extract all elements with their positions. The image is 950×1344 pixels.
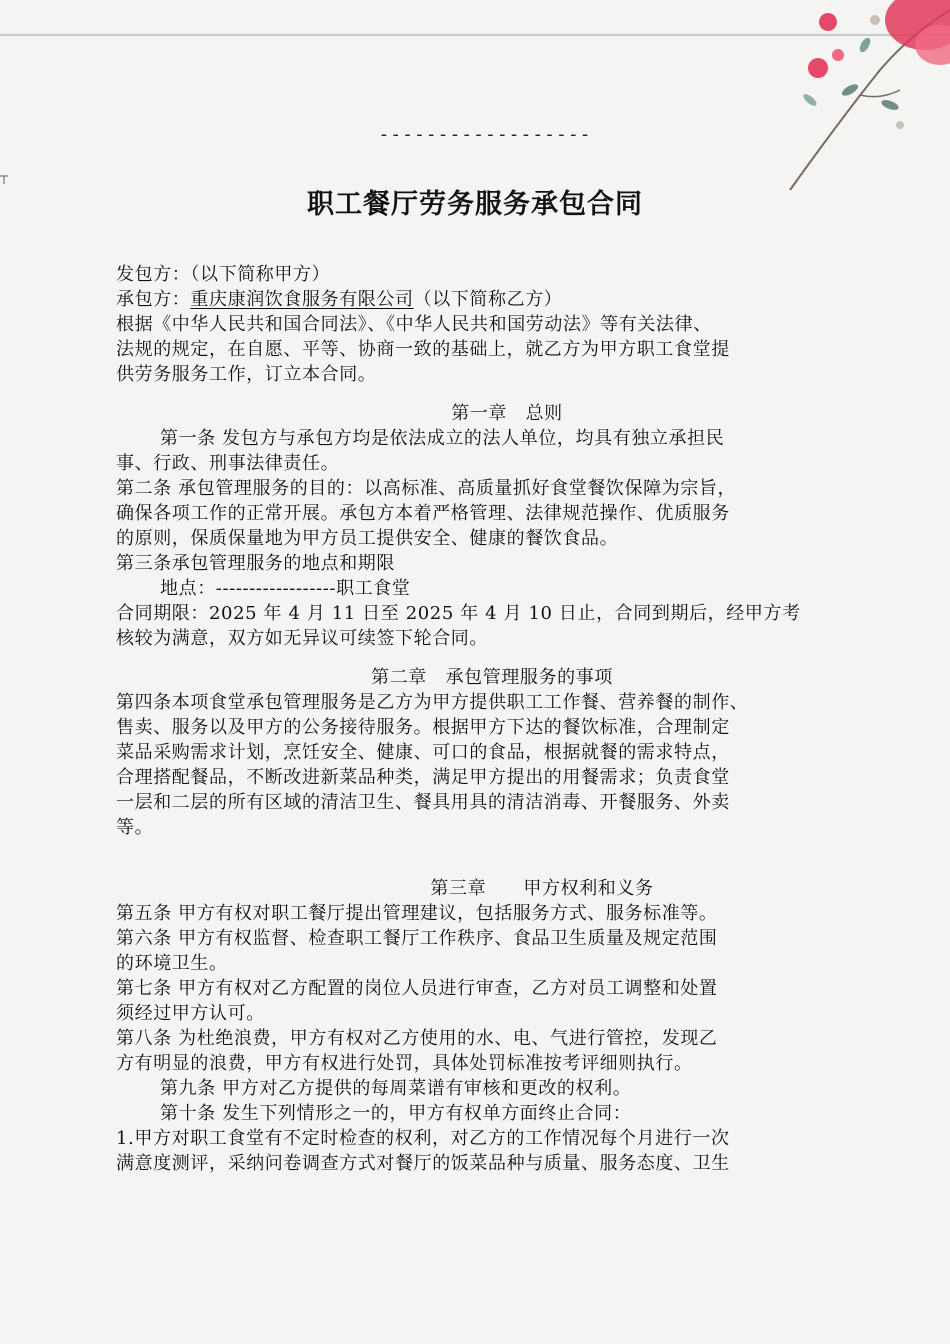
- preamble-line: 法规的规定，在自愿、平等、协商一致的基础上，就乙方为甲方职工食堂提: [116, 339, 730, 360]
- article-line: 第六条 甲方有权监督、检查职工餐厅工作秩序、食品卫生质量及规定范围: [116, 928, 718, 949]
- article-line: 方有明显的浪费，甲方有权进行处罚，具体处罚标准按考评细则执行。: [116, 1053, 693, 1074]
- chapter-3-heading: 第三章 甲方权利和义务: [430, 878, 654, 899]
- article-line: 一层和二层的所有区域的清洁卫生、餐具用具的清洁消毒、开餐服务、外卖: [116, 792, 730, 813]
- header-dash-line: ------------------: [378, 124, 592, 145]
- article-line: 第二条 承包管理服务的目的：以高标准、高质量抓好食堂餐饮保障为宗旨，: [116, 478, 737, 499]
- article-line: 确保各项工作的正常开展。承包方本着严格管理、法律规范操作、优质服务: [116, 503, 730, 524]
- party-b-line: [116, 287, 868, 312]
- term-line: 合同期限：2025 年 4 月 11 日至 2025 年 4 月 10 日止，合同到期后，经甲方考: [116, 603, 801, 624]
- contract-body: [116, 262, 868, 1176]
- flower-decoration-icon: [750, 0, 950, 200]
- chapter-2-heading: 第二章 承包管理服务的事项: [371, 667, 613, 688]
- article-line: 第一条 发包方与承包方均是依法成立的法人单位，均具有独立承担民: [160, 428, 725, 449]
- article-line: 合理搭配餐品，不断改进新菜品种类，满足甲方提出的用餐需求；负责食堂: [116, 767, 730, 788]
- article-line: 第八条 为杜绝浪费，甲方有权对乙方使用的水、电、气进行管控，发现乙: [116, 1028, 718, 1049]
- party-a-line: [116, 262, 868, 287]
- article-line: 1.甲方对职工食堂有不定时检查的权利，对乙方的工作情况每个月进行一次: [116, 1128, 730, 1149]
- party-a-note: （以下简称甲方）: [190, 264, 331, 285]
- article-line: 第五条 甲方有权对职工餐厅提出管理建议，包括服务方式、服务标准等。: [116, 903, 718, 924]
- article-line: 售卖、服务以及甲方的公务接待服务。根据甲方下达的餐饮标准，合理制定: [116, 717, 730, 738]
- article-line: 的原则，保质保量地为甲方员工提供安全、健康的餐饮食品。: [116, 528, 619, 549]
- article-line: 事、行政、刑事法律责任。: [116, 453, 340, 474]
- article-line: 第四条本项食堂承包管理服务是乙方为甲方提供职工工作餐、营养餐的制作、: [116, 692, 749, 713]
- location-line: 地点：------------------职工食堂: [160, 578, 411, 599]
- chapter-1-heading: 第一章 总则: [451, 403, 563, 424]
- article-line: 第九条 甲方对乙方提供的每周菜谱有审核和更改的权利。: [160, 1078, 632, 1099]
- preamble-line: 供劳务服务工作，订立本合同。: [116, 364, 377, 385]
- article-line: 第十条 发生下列情形之一的，甲方有权单方面终止合同：: [160, 1103, 632, 1124]
- article-line: 菜品采购需求计划，烹饪安全、健康、可口的食品，根据就餐的需求特点，: [116, 742, 730, 763]
- article-line: 须经过甲方认可。: [116, 1003, 265, 1024]
- document-title: 职工餐厅劳务服务承包合同: [307, 189, 643, 220]
- article-line: 第七条 甲方有权对乙方配置的岗位人员进行审查，乙方对员工调整和处置: [116, 978, 718, 999]
- article-line: 的环境卫生。: [116, 953, 228, 974]
- article-line: 第三条承包管理服务的地点和期限: [116, 553, 395, 574]
- term-line: 核较为满意，双方如无异议可续签下轮合同。: [116, 628, 488, 649]
- preamble-line: 根据《中华人民共和国合同法》、《中华人民共和国劳动法》等有关法律、: [116, 314, 712, 335]
- article-line: 等。: [116, 817, 154, 838]
- party-b-name: 重庆康润饮食服务有限公司: [190, 289, 414, 310]
- party-b-note: （以下简称乙方）: [413, 289, 563, 310]
- party-a-label: 发包方：: [116, 264, 191, 285]
- party-b-label: 承包方：: [116, 289, 191, 310]
- article-line: 满意度测评，采纳问卷调查方式对餐厅的饭菜品种与质量、服务态度、卫生: [116, 1153, 730, 1174]
